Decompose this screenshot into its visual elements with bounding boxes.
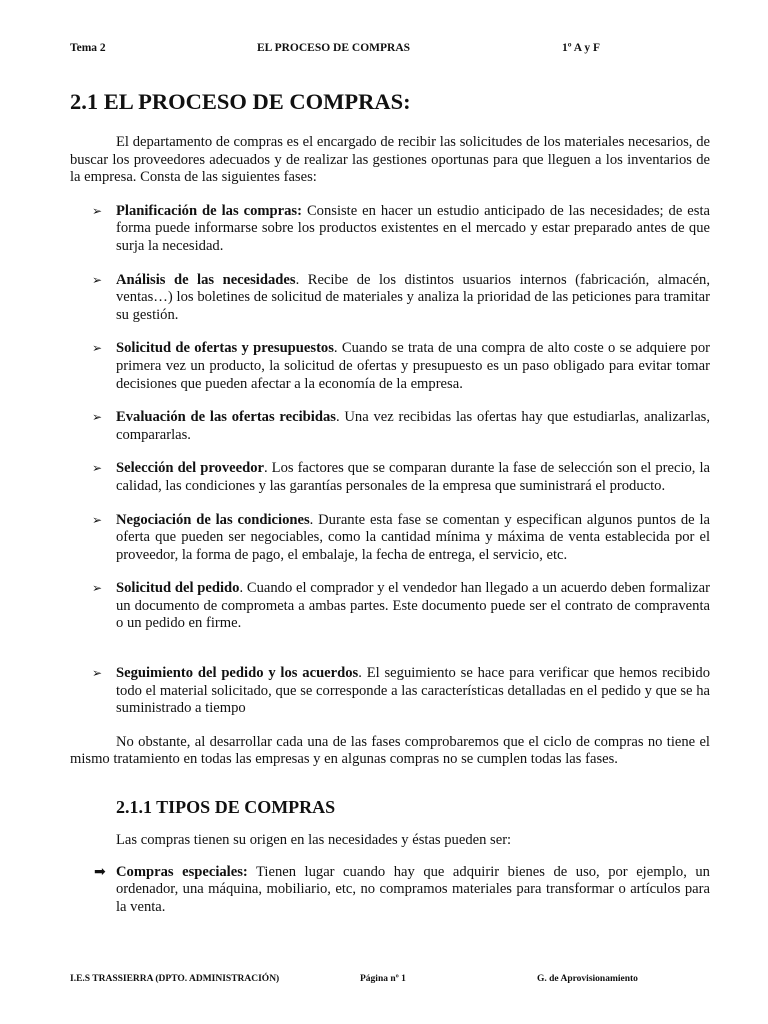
header-title: EL PROCESO DE COMPRAS — [257, 42, 411, 54]
header-course: 1º A y F — [562, 42, 600, 54]
header-topic: Tema 2 — [70, 42, 106, 54]
phase-text: . Los factores que se comparan durante la fase de selección son el precio, la calidad, las condiciones y las garantías personales de la empresa que suministrará el producto. — [116, 460, 710, 494]
closing-paragraph: No obstante, al desarrollar cada una de las fases comprobaremos que el ciclo de compras no tiene el mismo tratamiento en todas las empresas y en algunas compras no se cumplen todas las fases. — [70, 733, 710, 768]
arrow-bullet-icon: ➢ — [92, 272, 103, 287]
arrow-bullet-icon: ➢ — [92, 581, 103, 596]
section-title: 2.1 EL PROCESO DE COMPRAS: — [70, 89, 411, 114]
phase-term: Planificación de las compras: — [116, 202, 302, 219]
arrow-bullet-icon: ➢ — [92, 203, 103, 218]
phases-list — [70, 203, 710, 718]
list-item — [70, 864, 710, 917]
phase-text: . Cuando se trata de una compra de alto coste o se adquiere por primera vez un producto, la solicitud de ofertas y presupuesto es un paso obligado para evitar tomar decisiones que pueden afectar a la economía de la empresa. — [116, 340, 710, 392]
phase-term: Evaluación de las ofertas recibidas — [116, 409, 336, 426]
phase-text: . Cuando el comprador y el vendedor han llegado a un acuerdo deben formalizar un documento de comprometa a ambas partes. Este documento puede ser el contrato de compraventa o un pedido en firme. — [116, 580, 710, 632]
phase-term: Solicitud del pedido — [116, 580, 240, 597]
type-text: Tienen lugar cuando hay que adquirir bienes de uso, por ejemplo, un ordenador, una máquina, mobiliario, etc, no compramos materiales para transformar o artículos para la venta. — [116, 863, 710, 915]
phase-text: . Una vez recibidas las ofertas hay que estudiarlas, analizarlas, compararlas. — [116, 409, 711, 443]
right-arrow-bullet-icon: ➡ — [94, 863, 106, 880]
list-item — [70, 340, 710, 393]
phase-term: Análisis de las necesidades — [116, 271, 296, 288]
arrow-bullet-icon: ➢ — [92, 341, 103, 356]
list-item — [70, 272, 710, 325]
list-item — [70, 665, 710, 718]
phase-text: . Durante esta fase se comentan y especifican algunos puntos de la oferta que pueden ser negociables, como la cantidad mínima y máxima de venta establecida por el proveedor, la forma de pago, el embalaje, la fecha de entrega, el servicio, etc. — [116, 511, 711, 563]
subsection-title: 2.1.1 TIPOS DE COMPRAS — [116, 797, 336, 818]
arrow-bullet-icon: ➢ — [92, 512, 103, 527]
phase-text: Consiste en hacer un estudio anticipado de las necesidades; de esta forma puede informarse sobre los productos existentes en el mercado y estar preparado antes de que surja la necesidad. — [116, 202, 710, 254]
list-item — [70, 580, 710, 633]
phase-text: . Recibe de los distintos usuarios internos (fabricación, almacén, ventas…) los boletines de solicitud de materiales y analiza la prioridad de las peticiones para tramitar su gestión. — [116, 271, 711, 323]
arrow-bullet-icon: ➢ — [92, 410, 103, 425]
footer-page-number: Página nº 1 — [360, 974, 406, 984]
arrow-bullet-icon: ➢ — [92, 461, 103, 476]
list-item — [70, 203, 710, 256]
phase-term: Seguimiento del pedido y los acuerdos — [116, 665, 359, 682]
subsection-intro: Las compras tienen su origen en las necesidades y éstas pueden ser: — [116, 832, 512, 849]
phase-term: Selección del proveedor — [116, 460, 264, 477]
page-footer — [70, 974, 690, 988]
phase-text: . El seguimiento se hace para verificar que hemos recibido todo el material solicitado, que se corresponde a las características detalladas en el pedido y que se ha suministrado a tiempo — [116, 665, 710, 717]
list-item — [70, 512, 710, 565]
footer-subject: G. de Aprovisionamiento — [537, 974, 638, 984]
document-body — [70, 88, 710, 916]
footer-school: I.E.S TRASSIERRA (DPTO. ADMINISTRACIÓN) — [70, 974, 280, 984]
type-term: Compras especiales: — [116, 863, 248, 880]
list-item — [70, 409, 710, 444]
list-item — [70, 460, 710, 495]
page-header — [70, 42, 690, 58]
phase-term: Negociación de las condiciones — [116, 511, 310, 528]
types-list — [70, 864, 710, 917]
intro-paragraph: El departamento de compras es el encargado de recibir las solicitudes de los materiales necesarios, de buscar los proveedores adecuados y de realizar las gestiones oportunas para que lleguen a los inventarios de la empresa. Consta de las siguientes fases: — [70, 134, 710, 186]
phase-term: Solicitud de ofertas y presupuestos — [116, 340, 334, 357]
arrow-bullet-icon: ➢ — [92, 666, 103, 681]
